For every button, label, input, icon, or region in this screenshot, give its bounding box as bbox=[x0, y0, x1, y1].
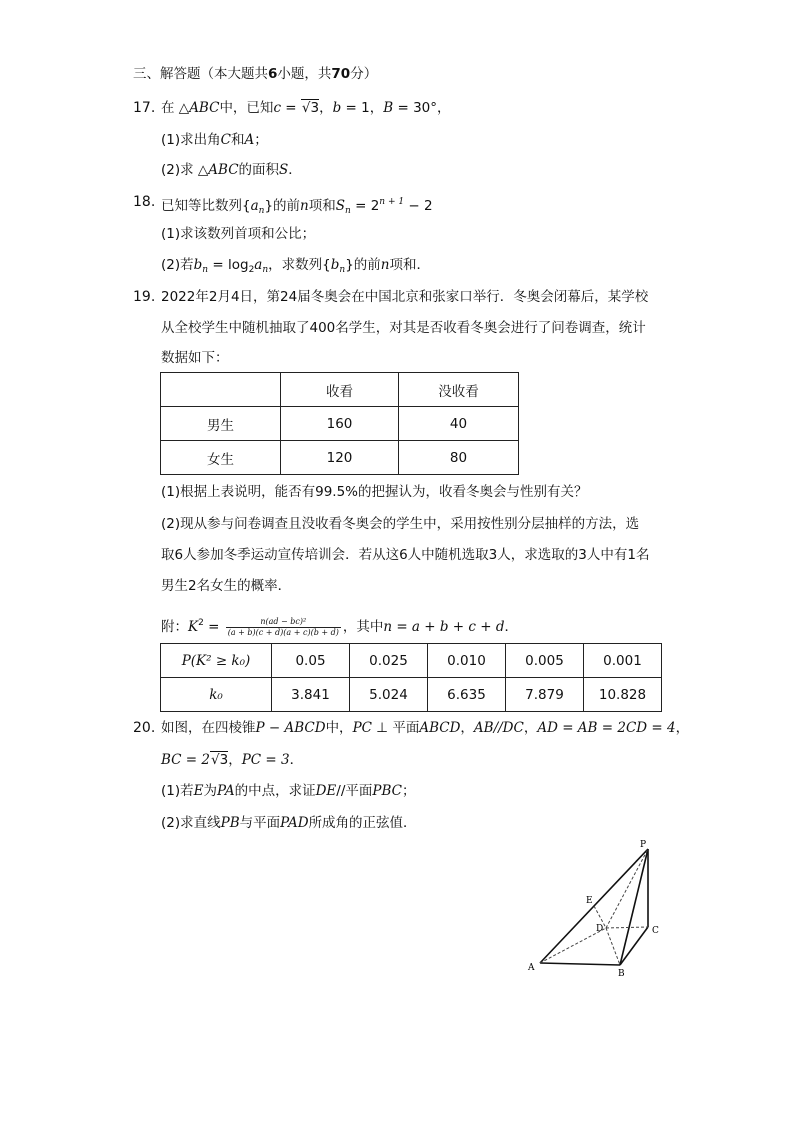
edge-dc bbox=[606, 927, 648, 928]
edge-bp bbox=[620, 849, 648, 965]
table-cell-label: P(K² ≥ k₀) bbox=[161, 644, 272, 678]
table-row bbox=[161, 644, 662, 678]
label-b: B bbox=[618, 969, 625, 979]
survey-table bbox=[160, 372, 519, 475]
table-cell: 0.001 bbox=[584, 644, 662, 678]
q17-stem: 在 △ABC中，已知c = √3，b = 1，B = 30°， bbox=[161, 100, 451, 116]
table-cell bbox=[161, 373, 281, 407]
q19-line1: 2022年2月4日，第24届冬奥会在中国北京和张家口举行．冬奥会闭幕后，某学校 bbox=[161, 289, 649, 305]
k2-fraction: $\frac{\text{n(ad − bc)²}}{(a + b)(c + d)(a + c)(b + d)}$ bbox=[227, 616, 339, 637]
q19-line2: 从全校学生中随机抽取了400名学生，对其是否收看冬奥会进行了问卷调查，统计 bbox=[161, 320, 646, 336]
q18-part1: (1)求该数列首项和公比； bbox=[161, 226, 316, 242]
table-cell: 6.635 bbox=[428, 678, 506, 712]
q19-appendix-formula: 附：$K^2$ = $\frac{\text{n(ad − bc)²}}{(a + b)(c + d)(a + c)(b + d)}$ ，其中n = a + b + c + d． bbox=[161, 616, 519, 637]
table-cell: 收看 bbox=[281, 373, 399, 407]
q19-part2-line1: (2)现从参与问卷调查且没收看冬奥会的学生中，采用按性别分层抽样的方法，选 bbox=[161, 516, 640, 532]
pyramid-figure bbox=[520, 835, 670, 980]
q17-part2: (2)求 △ABC的面积S． bbox=[161, 162, 302, 178]
table-cell-label: k₀ bbox=[161, 678, 272, 712]
label-d: D bbox=[596, 924, 604, 934]
table-cell: 0.025 bbox=[350, 644, 428, 678]
table-cell: 女生 bbox=[161, 441, 281, 475]
q18-number: 18. bbox=[133, 194, 156, 210]
table-row bbox=[161, 373, 519, 407]
q18-stem: 已知等比数列$\{a_n\}$的前n项和$S_n = 2^{n + 1} - 2$ bbox=[161, 197, 433, 216]
label-p: P bbox=[640, 840, 647, 850]
label-c: C bbox=[652, 926, 659, 936]
table-row bbox=[161, 407, 519, 441]
label-e: E bbox=[586, 896, 593, 906]
label-a: A bbox=[528, 963, 535, 973]
edge-db bbox=[606, 928, 620, 965]
table-cell: 男生 bbox=[161, 407, 281, 441]
q19-part2-line3: 男生2名女生的概率． bbox=[161, 578, 292, 594]
table-cell: 10.828 bbox=[584, 678, 662, 712]
q20-stem-line1: 如图，在四棱锥P − ABCD中，PC ⊥ 平面ABCD，AB//DC，AD = AB = 2CD = 4， bbox=[161, 720, 690, 736]
sqrt-3: √3 bbox=[210, 752, 229, 768]
table-cell: 40 bbox=[399, 407, 519, 441]
q19-number: 19. bbox=[133, 289, 156, 305]
critical-value-table bbox=[160, 643, 662, 712]
table-cell: 0.05 bbox=[272, 644, 350, 678]
q20-part2: (2)求直线PB与平面PAD所成角的正弦值． bbox=[161, 815, 417, 831]
q17-part1: (1)求出角C和A； bbox=[161, 132, 268, 148]
table-cell: 0.010 bbox=[428, 644, 506, 678]
q20-part1: (1)若E为PA的中点，求证DE//平面PBC； bbox=[161, 783, 416, 799]
edge-dp bbox=[606, 849, 648, 928]
edge-ab bbox=[540, 963, 620, 965]
table-cell: 0.005 bbox=[506, 644, 584, 678]
sqrt-3: √3 bbox=[301, 100, 320, 116]
table-cell: 没收看 bbox=[399, 373, 519, 407]
table-cell: 120 bbox=[281, 441, 399, 475]
q19-part2-line2: 取6人参加冬季运动宣传培训会．若从这6人中随机选取3人，求选取的3人中有1名 bbox=[161, 547, 650, 563]
q20-stem-line2: BC = 2√3，PC = 3． bbox=[161, 752, 304, 768]
table-row bbox=[161, 678, 662, 712]
q20-number: 20. bbox=[133, 720, 156, 736]
table-cell: 160 bbox=[281, 407, 399, 441]
table-cell: 80 bbox=[399, 441, 519, 475]
q18-part2: (2)若$b_n = \log_2a_n$，求数列$\{b_n\}$的前n项和． bbox=[161, 257, 430, 275]
q17-number: 17. bbox=[133, 100, 156, 116]
section-heading: 三、解答题（本大题共6小题，共70分） bbox=[133, 66, 378, 82]
q19-line3: 数据如下： bbox=[161, 350, 229, 366]
q19-part1: (1)根据上表说明，能否有99.5%的把握认为，收看冬奥会与性别有关？ bbox=[161, 484, 588, 500]
table-cell: 5.024 bbox=[350, 678, 428, 712]
table-row bbox=[161, 441, 519, 475]
table-cell: 7.879 bbox=[506, 678, 584, 712]
table-cell: 3.841 bbox=[272, 678, 350, 712]
